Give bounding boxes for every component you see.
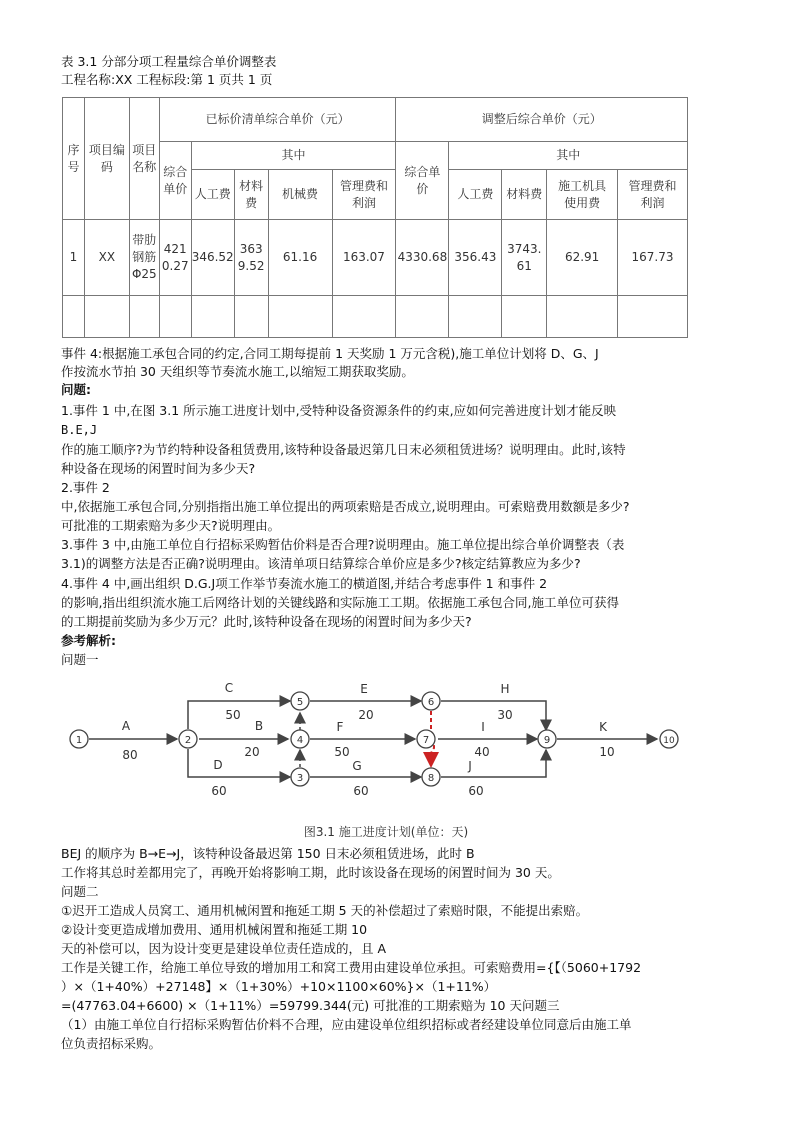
- node-6-label: 6: [427, 697, 435, 708]
- event4-line1: 事件 4:根据施工承包合同的约定,合同工期每提前 1 天奖励 1 万元含税),施工单位计划将 D、G、J: [61, 346, 599, 361]
- answer-q2-heading: 问题二: [61, 884, 99, 899]
- answer-line-2: 工作将其总时差都用完了，再晚开始将影响工期，此时该设备在现场的闲置时间为 30 天。: [61, 865, 560, 880]
- activity-D-duration: 60: [211, 784, 227, 798]
- q4-line1: 4.事件 4 中,画出组织 D.G.J项工作举节奏流水施工的横道图,并结合考虑事件 1 和事件 2: [61, 576, 548, 591]
- hdr-unit-2: 综合单价: [396, 142, 449, 220]
- activity-J-name: J: [468, 759, 472, 773]
- cell-material-2: 3743.61: [502, 220, 547, 296]
- q2-line3: 可批准的工期索赔为多少天?说明理由。: [61, 518, 281, 533]
- answer-line-5: ②设计变更造成增加费用、通用机械闲置和拖延工期 10: [61, 922, 368, 937]
- cell-machine-2: 62.91: [547, 220, 618, 296]
- hdr-machine: 机械费: [268, 170, 332, 220]
- node-2-label: 2: [184, 735, 192, 746]
- activity-D-arrow: [188, 749, 290, 777]
- project-line: 工程名称:XX 工程标段:第 1 页共 1 页: [61, 72, 273, 87]
- hdr-mgmt: 管理费和利润: [332, 170, 396, 220]
- answer-line-4: ①迟开工造成人员窝工、通用机械闲置和拖延工期 5 天的补偿超过了索赔时限，不能提出索赔。: [61, 903, 589, 918]
- activity-D-name: D: [213, 758, 223, 772]
- q4-line2: 的影响,指出组织流水施工后网络计划的关键线路和实际施工工期。依据施工承包合同,施工单位可获得: [61, 595, 619, 610]
- answer-line-1: BEJ 的顺序为 B→E→J，该特种设备最迟第 150 日末必须租赁进场，此时 B: [61, 846, 475, 861]
- activity-C-name: C: [224, 681, 234, 695]
- q3-line1: 3.事件 3 中,由施工单位自行招标采购暂估价料是否合理?说明理由。施工单位提出综合单价调整表（表: [61, 537, 625, 552]
- activity-A-name: A: [121, 719, 131, 733]
- activity-I-name: I: [481, 720, 485, 734]
- answer-heading: 参考解析:: [61, 633, 116, 648]
- activity-G-name: G: [352, 759, 362, 773]
- hdr-name: 项目名称: [129, 98, 159, 220]
- activity-K-duration: 10: [599, 745, 615, 759]
- answer-line-7: 工作是关键工作，给施工单位导致的增加用工和窝工费用由建设单位承担。可索赔费用={【（5060+1792: [61, 960, 642, 975]
- hdr-mgmt-2: 管理费和利润: [618, 170, 688, 220]
- answer-line-9: =(47763.04+6600) ×（1+11%）=59799.344(元) 可批准的工期索赔为 10 天问题三: [61, 998, 560, 1013]
- hdr-qizhong-1: 其中: [191, 142, 396, 170]
- node-7-label: 7: [422, 735, 430, 746]
- activity-E-name: E: [360, 682, 368, 696]
- q1-line2: B.E,J: [61, 423, 98, 437]
- hdr-material: 材料费: [234, 170, 268, 220]
- hdr-material-2: 材料费: [502, 170, 547, 220]
- activity-H-arrow: [441, 701, 546, 730]
- diagram-caption: 图3.1 施工进度计划(单位：天): [303, 825, 469, 839]
- activity-K-name: K: [599, 720, 607, 734]
- hdr-labor-2: 人工费: [449, 170, 502, 220]
- q1-line1: 1.事件 1 中,在图 3.1 所示施工进度计划中,受特种设备资源条件的约束,应如何完善进度计划才能反映: [61, 403, 617, 418]
- activity-J-duration: 60: [468, 784, 484, 798]
- q4-line3: 的工期提前奖励为多少万元？此时,该特种设备在现场的闲置时间为多少天?: [61, 614, 472, 629]
- hdr-qizhong-2: 其中: [449, 142, 688, 170]
- cell-material: 3639.52: [234, 220, 268, 296]
- hdr-machine-2: 施工机具使用费: [547, 170, 618, 220]
- table-row: [63, 220, 688, 296]
- hdr-labor: 人工费: [191, 170, 234, 220]
- hdr-group-priced: 已标价清单综合单价（元）: [159, 98, 396, 142]
- node-3-label: 3: [296, 773, 304, 784]
- q2-line2: 中,依据施工承包合同,分别指指出施工单位提出的两项索赔是否成立,说明理由。可索赔费用数额是多少?: [61, 499, 630, 514]
- node-10-label: 10: [663, 736, 675, 746]
- cell-mgmt: 163.07: [332, 220, 396, 296]
- cell-code: XX: [84, 220, 129, 296]
- cell-unit-2: 4330.68: [396, 220, 449, 296]
- q3-line2: 3.1)的调整方法是否正确?说明理由。该清单项日结算综合单价应是多少?核定结算教应为多少?: [61, 556, 581, 571]
- hdr-group-adjusted: 调整后综合单价（元）: [396, 98, 688, 142]
- activity-E-duration: 20: [358, 708, 374, 722]
- node-8-label: 8: [427, 773, 435, 784]
- hdr-code: 项目编码: [84, 98, 129, 220]
- schedule-network-diagram: [60, 672, 700, 844]
- cell-machine: 61.16: [268, 220, 332, 296]
- hdr-unit: 综合单价: [159, 142, 191, 220]
- answer-line-8: ）×（1+40%）+27148】×（1+30%）+10×1100×60%}×（1+11%）: [61, 979, 497, 994]
- node-1-label: 1: [75, 735, 83, 746]
- activity-A-duration: 80: [122, 748, 138, 762]
- answer-line-6: 天的补偿可以，因为设计变更是建设单位责任造成的，且 A: [61, 941, 387, 956]
- node-5-label: 5: [296, 697, 304, 708]
- price-adjust-table: [62, 97, 688, 338]
- answer-line-11: 位负责招标采购。: [61, 1036, 162, 1051]
- node-9-label: 9: [543, 735, 551, 746]
- q2-line1: 2.事件 2: [61, 480, 110, 495]
- cell-labor-2: 356.43: [449, 220, 502, 296]
- cell-unit: 4210.27: [159, 220, 191, 296]
- activity-B-duration: 20: [244, 745, 260, 759]
- cell-labor: 346.52: [191, 220, 234, 296]
- activity-G-duration: 60: [353, 784, 369, 798]
- table-title: 表 3.1 分部分项工程量综合单价调整表: [61, 54, 277, 69]
- q1-line3: 作的施工顺序?为节约特种设备租赁费用,该特种设备最迟第几日末必须租赁进场？说明理由。此时,该特: [61, 442, 626, 457]
- cell-mgmt-2: 167.73: [618, 220, 688, 296]
- cell-seq: 1: [63, 220, 85, 296]
- node-4-label: 4: [296, 735, 304, 746]
- q1-line4: 种设备在现场的闲置时间为多少天?: [61, 461, 256, 476]
- activity-H-duration: 30: [497, 708, 513, 722]
- answer-line-10: （1）由施工单位自行招标采购暂估价料不合理，应由建设单位组织招标或者经建设单位同意后由施工单: [61, 1017, 632, 1032]
- activity-B-name: B: [254, 719, 264, 733]
- activity-C-duration: 50: [225, 708, 241, 722]
- activity-J-arrow: [441, 750, 546, 777]
- cell-name: 带肋钢筋Φ25: [129, 220, 159, 296]
- activity-F-name: F: [336, 720, 344, 734]
- activity-I-duration: 40: [474, 745, 490, 759]
- table-row-empty: [63, 296, 688, 338]
- activity-H-name: H: [500, 682, 510, 696]
- answer-q1-heading: 问题一: [61, 652, 99, 667]
- event4-line2: 作按流水节拍 30 天组织等节奏流水施工,以缩短工期获取奖励。: [61, 364, 414, 379]
- activity-F-duration: 50: [334, 745, 350, 759]
- hdr-seq: 序号: [63, 98, 85, 220]
- questions-heading: 问题:: [61, 382, 91, 397]
